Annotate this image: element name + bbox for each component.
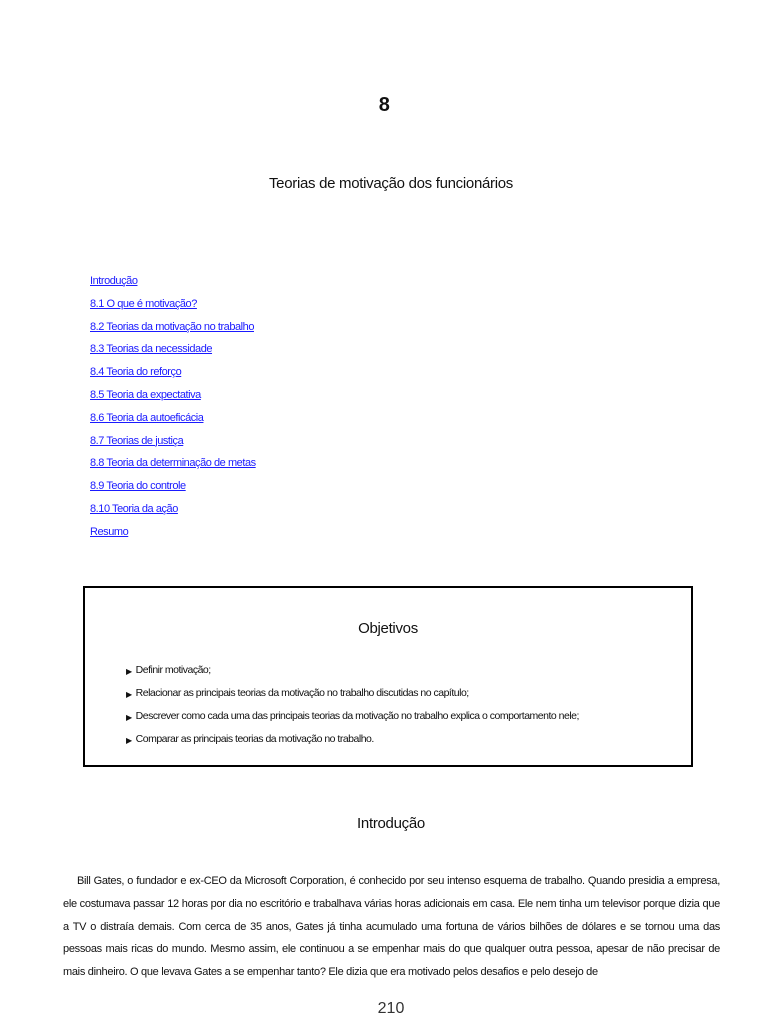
toc-link-8-5[interactable]: 8.5 Teoria da expectativa — [90, 388, 201, 401]
table-of-contents — [90, 273, 256, 547]
toc-link-8-2[interactable]: 8.2 Teorias da motivação no trabalho — [90, 320, 254, 333]
toc-item — [90, 387, 256, 410]
toc-link-8-9[interactable]: 8.9 Teoria do controle — [90, 480, 186, 493]
toc-link-8-7[interactable]: 8.7 Teorias de justiça — [90, 434, 184, 447]
toc-item — [90, 341, 256, 364]
chapter-title: Teorias de motivação dos funcionários — [268, 175, 514, 192]
toc-link-resumo[interactable]: Resumo — [90, 525, 129, 538]
section-title-introducao: Introdução — [357, 815, 425, 832]
toc-item — [90, 410, 256, 433]
toc-link-8-1[interactable]: 8.1 O que é motivação? — [90, 297, 197, 310]
objective-item — [126, 664, 579, 687]
page-number: 210 — [377, 1000, 405, 1017]
toc-item — [90, 524, 256, 547]
objective-item — [126, 733, 579, 756]
objectives-title: Objetivos — [358, 620, 418, 637]
toc-item — [90, 296, 256, 319]
bullet-arrow-icon: ▶ — [126, 667, 132, 676]
objective-text: Relacionar as principais teorias da motivação no trabalho discutidas no capítulo; — [135, 687, 469, 699]
intro-paragraph: Bill Gates, o fundador e ex-CEO da Microsoft Corporation, é conhecido por seu intenso esquema de trabalho. Quando presidia a empresa, ele costumava passar 12 horas por dia no escritório e trabalhava várias horas adicionais em casa. Ele nem tinha um televisor porque dizia que a TV o distraía demais. Com cerca de 35 anos, Gates já tinha acumulado uma fortuna de vários bilhões de dólares e se tornou uma das pessoas mais ricas do mundo. Mesmo assim, ele continuou a se empenhar mais do que qualquer outra pessoa, apesar de não precisar de mais dinheiro. O que levava Gates a se empenhar tanto? Ele dizia que era motivado pelos desafios e pelo desejo de — [63, 875, 720, 979]
toc-item — [90, 433, 256, 456]
objectives-list — [126, 664, 579, 756]
bullet-arrow-icon: ▶ — [126, 736, 132, 745]
toc-item — [90, 501, 256, 524]
toc-link-8-3[interactable]: 8.3 Teorias da necessidade — [90, 343, 213, 356]
objective-item — [126, 687, 579, 710]
toc-link-8-6[interactable]: 8.6 Teoria da autoeficácia — [90, 411, 204, 424]
toc-link-8-8[interactable]: 8.8 Teoria da determinação de metas — [90, 457, 256, 470]
objective-text: Comparar as principais teorias da motivação no trabalho. — [135, 733, 374, 745]
toc-item — [90, 364, 256, 387]
bullet-arrow-icon: ▶ — [126, 713, 132, 722]
toc-link-introducao[interactable]: Introdução — [90, 275, 138, 287]
bullet-arrow-icon: ▶ — [126, 690, 132, 699]
objective-text: Descrever como cada uma das principais teorias da motivação no trabalho explica o comportamento nele; — [135, 710, 579, 722]
toc-link-8-4[interactable]: 8.4 Teoria do reforço — [90, 366, 182, 379]
toc-item — [90, 455, 256, 478]
toc-item — [90, 273, 256, 296]
toc-link-8-10[interactable]: 8.10 Teoria da ação — [90, 502, 178, 515]
objective-text: Definir motivação; — [135, 664, 211, 676]
objective-item — [126, 710, 579, 733]
toc-item — [90, 478, 256, 501]
chapter-number: 8 — [378, 94, 390, 116]
toc-item — [90, 319, 256, 342]
objectives-box — [83, 586, 693, 767]
